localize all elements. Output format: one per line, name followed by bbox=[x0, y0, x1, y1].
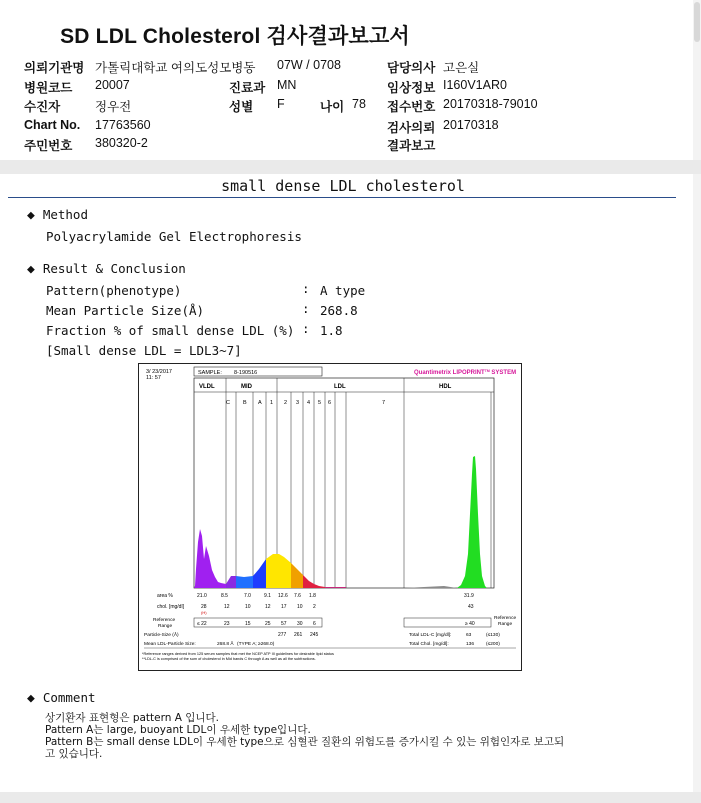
total-chol-ref: (≤200) bbox=[486, 642, 500, 647]
comment-line: Pattern A는 large, buoyant LDL이 우세한 type입니다. bbox=[45, 724, 311, 736]
particle-1: 277 bbox=[278, 632, 287, 638]
band-7: 7 bbox=[382, 400, 386, 406]
hospital-code-label: 병원코드 bbox=[24, 81, 73, 95]
diamond-bullet-icon: ◆ bbox=[27, 262, 35, 277]
ref-box-left bbox=[194, 618, 322, 627]
peak-mid-a bbox=[253, 559, 266, 588]
institution-label: 의뢰기관명 bbox=[24, 61, 85, 75]
footnote-1: *Reference ranges derived from 125 serum samples that met the NCEP ATP III guidelines for desirable lipid status bbox=[142, 652, 334, 656]
request-date-label: 검사의뢰 bbox=[387, 121, 436, 135]
department-label: 진료과 bbox=[229, 81, 266, 95]
result-value-fraction: 1.8 bbox=[320, 323, 343, 338]
zone-hdl: HDL bbox=[439, 384, 452, 390]
peak-vldl bbox=[194, 529, 226, 588]
comment-line: 고 있습니다. bbox=[45, 748, 103, 760]
footnote-2: **LDL-C is comprised of the sum of cholesterol in Mid bands C through A as well as all the subfractions. bbox=[142, 657, 316, 661]
result-colon-fraction: : bbox=[302, 321, 310, 336]
ward-value: 07W / 0708 bbox=[277, 58, 341, 72]
result-label-pattern: Pattern(phenotype) bbox=[46, 283, 182, 298]
resident-no-value: 380320-2 bbox=[95, 136, 148, 150]
row-label-particle: Particle-Size (Å) bbox=[144, 633, 179, 638]
result-label-fraction: Fraction % of small dense LDL (%) bbox=[46, 323, 295, 338]
reference-header-1: Reference bbox=[494, 616, 517, 621]
total-ldl-label: Total LDL-C [mg/dl]: bbox=[409, 633, 452, 638]
band-b: B bbox=[243, 400, 247, 406]
sex-label: 성별 bbox=[229, 100, 254, 114]
chart-time: 11: 57 bbox=[146, 375, 161, 381]
area-c: 8.5 bbox=[221, 593, 228, 599]
result-note: [Small dense LDL = LDL3~7] bbox=[46, 343, 242, 358]
ref-2: 30 bbox=[297, 621, 303, 627]
result-heading bbox=[27, 261, 186, 277]
chol-vldl: 28 bbox=[201, 604, 207, 610]
diamond-bullet-icon: ◆ bbox=[27, 208, 35, 223]
institution-value: 가톨릭대학교 여의도성모병동 bbox=[95, 61, 256, 75]
separator-band bbox=[0, 160, 701, 174]
peak-mid-b bbox=[236, 576, 253, 588]
chol-hdl: 43 bbox=[468, 604, 474, 610]
chart-date: 3/ 23/2017 bbox=[146, 369, 172, 375]
chart-no-label: Chart No. bbox=[24, 118, 81, 132]
row-label-area: area % bbox=[157, 593, 173, 599]
area-2: 7.6 bbox=[294, 593, 301, 599]
area-vldl: 21.0 bbox=[197, 593, 207, 599]
method-heading-text: Method bbox=[42, 207, 88, 222]
age-label: 나이 bbox=[320, 100, 345, 114]
result-colon-pattern: : bbox=[302, 281, 310, 296]
chol-b: 10 bbox=[245, 604, 251, 610]
particle-3: 245 bbox=[310, 632, 319, 638]
area-hdl: 31.9 bbox=[464, 593, 474, 599]
band-1: 1 bbox=[270, 400, 274, 406]
area-a: 9.1 bbox=[264, 593, 271, 599]
total-chol-label: Total Chol. [mg/dl]: bbox=[409, 642, 449, 647]
row-label-ref2: Range bbox=[158, 624, 173, 629]
sample-value: 8-190516 bbox=[234, 370, 258, 376]
band-a: A bbox=[258, 400, 262, 406]
doctor-value: 고은실 bbox=[443, 61, 480, 75]
doctor-label: 담당의사 bbox=[387, 61, 436, 75]
sample-label: SAMPLE: bbox=[198, 370, 222, 376]
chol-3: 2 bbox=[313, 604, 316, 610]
mean-type: (TYPE A; ≥268.0) bbox=[237, 642, 275, 647]
row-label-mean: Mean LDL-Particle Size: bbox=[144, 642, 196, 647]
ref-3: 6 bbox=[313, 621, 316, 627]
clinical-info-value: I160V1AR0 bbox=[443, 78, 507, 92]
band-5: 5 bbox=[318, 400, 322, 406]
total-ldl-value: 63 bbox=[466, 633, 472, 638]
ref-c: 23 bbox=[224, 621, 230, 627]
ref-box-right bbox=[404, 618, 491, 627]
total-ldl-ref: (≤130) bbox=[486, 633, 500, 638]
baseline-hdl bbox=[404, 586, 457, 588]
comment-heading bbox=[27, 690, 96, 706]
resident-no-label: 주민번호 bbox=[24, 139, 73, 153]
chol-flag: (H) bbox=[201, 610, 207, 615]
brand-name: Quantimetrix LIPOPRINT™ SYSTEM bbox=[414, 369, 517, 376]
receipt-no-value: 20170318-79010 bbox=[443, 97, 538, 111]
page-title: SD LDL Cholesterol 검사결과보고서 bbox=[60, 25, 410, 48]
section-rule bbox=[8, 197, 676, 198]
patient-label: 수진자 bbox=[24, 100, 61, 114]
area-3: 1.8 bbox=[309, 593, 316, 599]
result-colon-size: : bbox=[302, 301, 310, 316]
report-label: 결과보고 bbox=[387, 139, 436, 153]
ref-a: 25 bbox=[265, 621, 271, 627]
comment-line: Pattern B는 small dense LDL이 우세한 type으로 심혈관 질환의 위험도를 증가시킬 수 있는 위험인자로 보고되 bbox=[45, 736, 565, 748]
method-heading bbox=[27, 207, 88, 223]
peak-ldl2 bbox=[291, 563, 303, 588]
footer-band bbox=[0, 792, 701, 803]
band-c: C bbox=[226, 400, 230, 406]
patient-value: 정우전 bbox=[95, 100, 132, 114]
mean-value: 268.8 Å bbox=[217, 642, 234, 647]
peak-hdl bbox=[457, 456, 487, 588]
band-4: 4 bbox=[307, 400, 311, 406]
request-date-value: 20170318 bbox=[443, 118, 499, 132]
band-6: 6 bbox=[328, 400, 332, 406]
ref-vldl: ≤ 22 bbox=[197, 621, 207, 627]
zone-mid: MID bbox=[241, 384, 252, 390]
result-label-size: Mean Particle Size(Å) bbox=[46, 303, 205, 318]
chol-c: 12 bbox=[224, 604, 230, 610]
comment-heading-text: Comment bbox=[42, 690, 96, 705]
chol-2: 10 bbox=[297, 604, 303, 610]
comment-line: 상기환자 표현형은 pattern A 입니다. bbox=[45, 712, 220, 724]
band-dividers bbox=[226, 392, 491, 588]
scrollbar[interactable] bbox=[693, 0, 701, 803]
total-chol-value: 136 bbox=[466, 642, 475, 647]
ref-1: 57 bbox=[281, 621, 287, 627]
lipoprint-svg bbox=[139, 364, 521, 670]
chol-a: 12 bbox=[265, 604, 271, 610]
particle-2: 261 bbox=[294, 632, 303, 638]
chart-no-value: 17763560 bbox=[95, 118, 151, 132]
section-title: small dense LDL cholesterol bbox=[221, 177, 465, 195]
result-value-pattern: A type bbox=[320, 283, 366, 298]
ref-hdl: ≥ 40 bbox=[465, 621, 475, 627]
department-value: MN bbox=[277, 78, 297, 92]
method-text: Polyacrylamide Gel Electrophoresis bbox=[46, 229, 302, 244]
chol-1: 17 bbox=[281, 604, 287, 610]
peak-ldl4-7 bbox=[325, 587, 346, 588]
band-3: 3 bbox=[296, 400, 300, 406]
lipoprint-chart bbox=[138, 363, 522, 671]
scroll-thumb[interactable] bbox=[694, 2, 700, 42]
receipt-no-label: 접수번호 bbox=[387, 100, 436, 114]
diamond-bullet-icon: ◆ bbox=[27, 691, 35, 706]
result-heading-text: Result & Conclusion bbox=[42, 261, 186, 276]
clinical-info-label: 임상정보 bbox=[387, 81, 436, 95]
row-label-chol: chol. [mg/dl] bbox=[157, 604, 184, 610]
sex-value: F bbox=[277, 97, 285, 111]
area-b: 7.0 bbox=[244, 593, 251, 599]
age-value: 78 bbox=[352, 97, 366, 111]
row-label-ref1: Reference bbox=[153, 618, 176, 623]
peak-mid-c bbox=[226, 576, 236, 588]
reference-header-2: Range bbox=[498, 622, 513, 627]
plot-frame bbox=[194, 378, 494, 588]
result-value-size: 268.8 bbox=[320, 303, 358, 318]
zone-vldl: VLDL bbox=[199, 384, 215, 390]
ref-b: 15 bbox=[245, 621, 251, 627]
band-2: 2 bbox=[284, 400, 288, 406]
area-1: 12.6 bbox=[278, 593, 288, 599]
hospital-code-value: 20007 bbox=[95, 78, 130, 92]
peak-ldl1 bbox=[266, 554, 291, 588]
zone-ldl: LDL bbox=[334, 384, 346, 390]
